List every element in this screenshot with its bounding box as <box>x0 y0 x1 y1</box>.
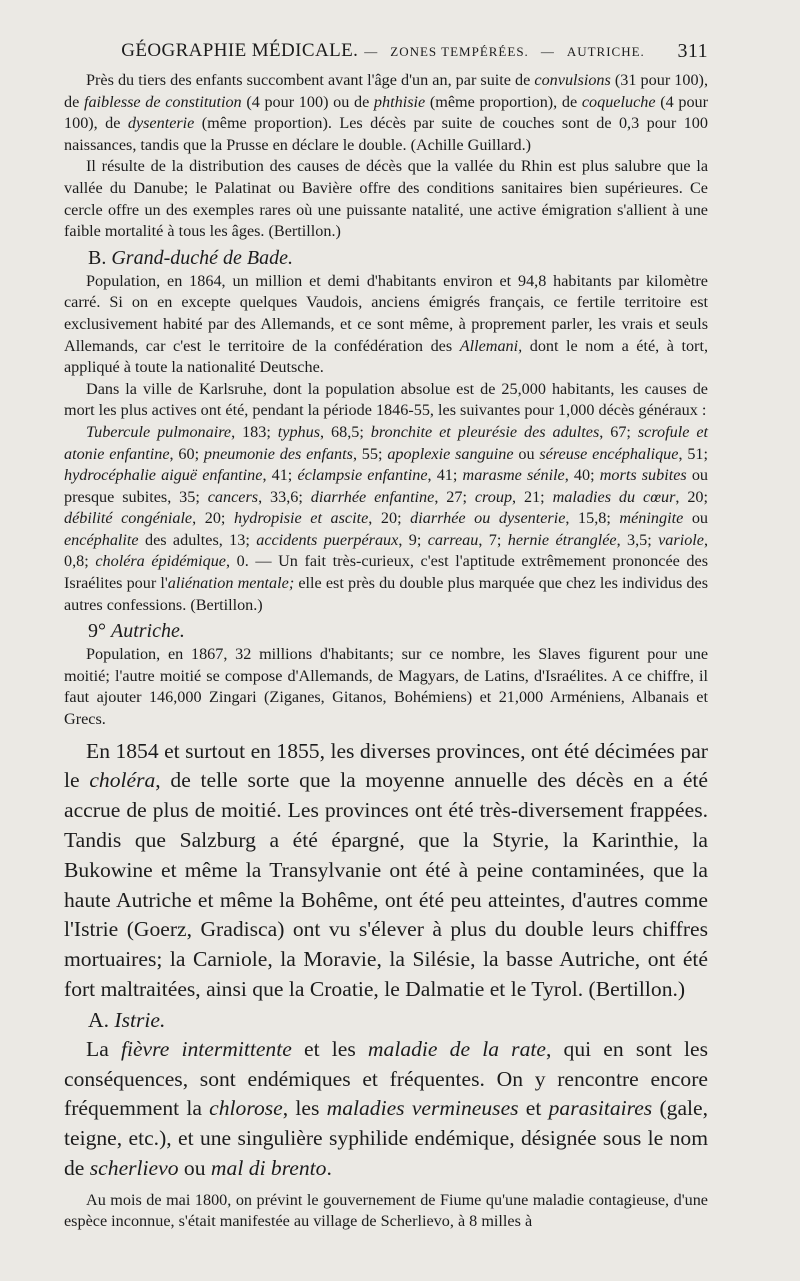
cause-value: des adultes, 13; <box>138 530 257 549</box>
large-type-block <box>64 737 708 1184</box>
paragraph-karlsruhe: Dans la ville de Karlsruhe, dont la population absolue est de 25,000 habitants, les causes de mort les plus actives ont été, pendant la période 1846-55, les suivantes pour 1,000 décès généraux : <box>64 379 708 420</box>
section-heading-bade: B. Grand-duché de Bade. <box>88 246 293 269</box>
cause-term: morts subites <box>599 466 687 485</box>
running-head-section: ZONES TEMPÉRÉES. <box>390 44 529 59</box>
paragraph-cholera: En 1854 et surtout en 1855, les diverses provinces, ont été décimées par le choléra, de telle sorte que la moyenne annuelle des décès en a été accrue de plus de moitié. Les provinces ont été très-diversement frappées. Tandis que Salzburg a été épargné, que la Styrie, la Karinthie, la Bukowine et même la Transylvanie ont été à peine contaminées, que la haute Autriche et même la Bohême, ont été peu atteintes, d'autres comme l'Istrie (Goerz, Gradisca) ont vu s'élever à plus du double leurs chiffres mortuaires; la Carniole, la Moravie, la Silésie, la basse Autriche, ont été fort maltraitées, ainsi que la Croatie, le Dalmatie et le Tyrol. (Bertillon.) <box>64 738 708 1001</box>
section-heading-istrie: A. Istrie. <box>88 1007 166 1032</box>
cause-term: hydropisie et ascite <box>233 509 369 528</box>
small-type-block-bottom <box>64 1190 708 1233</box>
cause-value: , 0,8; <box>64 530 709 571</box>
paragraph-bade-population: Population, en 1864, un million et demi d'habitants environ et 94,8 habitants par kilomètre carré. Si on en excepte quelques Vaudois, anciens émigrés français, ce fertile territoire est exclusivement habité par des Allemands, et ce sont même, à proprement parler, les vrais et seuls Allemands, car c'est le territoire de la confédération des Allemani, dont le nom a été, à tort, appliqué à toute la nationalité Deutsche. <box>64 271 708 377</box>
cause-value: , 21; <box>512 487 553 506</box>
cause-term: hydrocéphalie aiguë enfantine <box>64 466 263 485</box>
cause-value: , 67; <box>599 422 638 441</box>
cause-value: , 3,5; <box>616 530 659 549</box>
cause-term: accidents puerpéraux <box>256 530 399 549</box>
cause-term: carreau <box>427 530 479 549</box>
cause-term: maladies du cœur <box>552 487 676 506</box>
running-head-dash: — <box>540 44 555 59</box>
cause-value: , 41; <box>262 466 298 485</box>
cause-term: marasme sénile <box>462 466 565 485</box>
cause-term: croup <box>474 487 513 506</box>
paragraph-rhine-valley: Il résulte de la distribution des causes de décès que la vallée du Rhin est plus salubre que la vallée du Danube; le Palatinat ou Bavière offre des conditions sanitaires bien supérieures. Ce cercle offre un des exemples rares où une puissante natalité, une active émigration s'allient à une faible mortalité à tous les âges. (Bertillon.) <box>64 157 708 241</box>
cause-value: , 15,8; <box>565 509 620 528</box>
running-head-title: GÉOGRAPHIE MÉDICALE. <box>121 40 359 61</box>
running-head-country: AUTRICHE. <box>566 44 645 59</box>
cause-term: apoplexie sanguine <box>387 444 514 463</box>
cause-term: bronchite et pleurésie des adultes <box>370 422 600 441</box>
running-head <box>64 40 708 62</box>
cause-term: Tubercule pulmonaire <box>86 422 232 441</box>
cause-term: diarrhée ou dysenterie <box>410 509 566 528</box>
cause-term: diarrhée enfantine <box>310 487 435 506</box>
small-type-block <box>64 70 708 731</box>
running-head-dash: — <box>364 44 379 59</box>
cause-value: , 27; <box>434 487 475 506</box>
cause-value: , 20; <box>368 509 411 528</box>
cause-value: ou <box>683 509 709 528</box>
cause-value: , 183; <box>231 422 278 441</box>
cause-term: choléra épidémique <box>95 552 226 571</box>
cause-value: , 55; <box>352 444 388 463</box>
cause-value: ou presque subites, 35; <box>64 466 709 506</box>
cause-value: ou <box>513 444 540 463</box>
section-heading-autriche: 9° Autriche. <box>88 620 185 643</box>
cause-term: éclampsie enfantine <box>297 466 428 485</box>
cause-term: cancers <box>207 487 259 506</box>
cause-value: , 7; <box>478 530 508 549</box>
cause-term: aliénation mentale; <box>167 574 295 593</box>
cause-value: , 41; <box>427 466 463 485</box>
paragraph-causes-of-death <box>64 422 708 616</box>
cause-value: , 0. — Un fait très-curieux, c'est l'aptitude extrêmement prononcée des Israélites pour l' <box>64 552 709 593</box>
page-number: 311 <box>677 40 708 62</box>
cause-term: hernie étranglée <box>507 530 617 549</box>
cause-term: scrofule et atonie enfantine <box>64 422 708 463</box>
paragraph-mortality-children: Près du tiers des enfants succombent avant l'âge d'un an, par suite de convulsions (31 pour 100), de faiblesse de constitution (4 pour 100) ou de phthisie (même proportion), de coqueluche (4 pour 100), de dysenterie (même proportion). Les décès par suite de couches sont de 0,3 pour 100 naissances, tandis que la Prusse en déclare le double. (Achille Guillard.) <box>64 71 709 154</box>
cause-term: variole <box>658 530 704 549</box>
cause-value: , 20; <box>675 487 709 506</box>
cause-value: elle est près du double plus marquée que chez les individus des autres confessions. (Bertillon.) <box>64 574 709 614</box>
cause-value: , 33,6; <box>258 487 311 506</box>
cause-value: , 40; <box>564 466 600 485</box>
paragraph-fiume: Au mois de mai 1800, on prévint le gouvernement de Fiume qu'une maladie contagieuse, d'une espèce inconnue, s'était manifestée au village de Scherlievo, à 8 milles à <box>64 1190 708 1231</box>
cause-term: encéphalite <box>64 530 139 549</box>
cause-value: , 68,5; <box>320 422 371 441</box>
paragraph-autriche-population: Population, en 1867, 32 millions d'habitants; sur ce nombre, les Slaves figurent pour une moitié; l'autre moitié se compose d'Allemands, de Magyars, de Latins, d'Israélites. A ce chiffre, il faut ajouter 146,000 Zingari (Ziganes, Gitanos, Bohémiens) et 21,000 Arméniens, Albanais et Grecs. <box>64 645 708 729</box>
cause-term: méningite <box>619 509 684 528</box>
cause-term: séreuse encéphalique <box>539 444 679 463</box>
cause-value: , 51; <box>678 444 709 463</box>
cause-term: typhus <box>277 422 321 441</box>
cause-value: , 20; <box>192 509 234 528</box>
cause-value: , 9; <box>398 530 428 549</box>
paragraph-istrie-diseases: La fièvre intermittente et les maladie de la rate, qui en sont les conséquences, sont endémiques et fréquentes. On y rencontre encore fréquemment la chlorose, les maladies vermineuses et parasitaires (gale, teigne, etc.), et une singulière syphilide endémique, désignée sous le nom de scherlievo ou mal di brento. <box>64 1036 709 1180</box>
cause-value: , 60; <box>169 444 204 463</box>
cause-term: débilité congéniale <box>64 509 193 528</box>
cause-term: pneumonie des enfants <box>203 444 353 463</box>
